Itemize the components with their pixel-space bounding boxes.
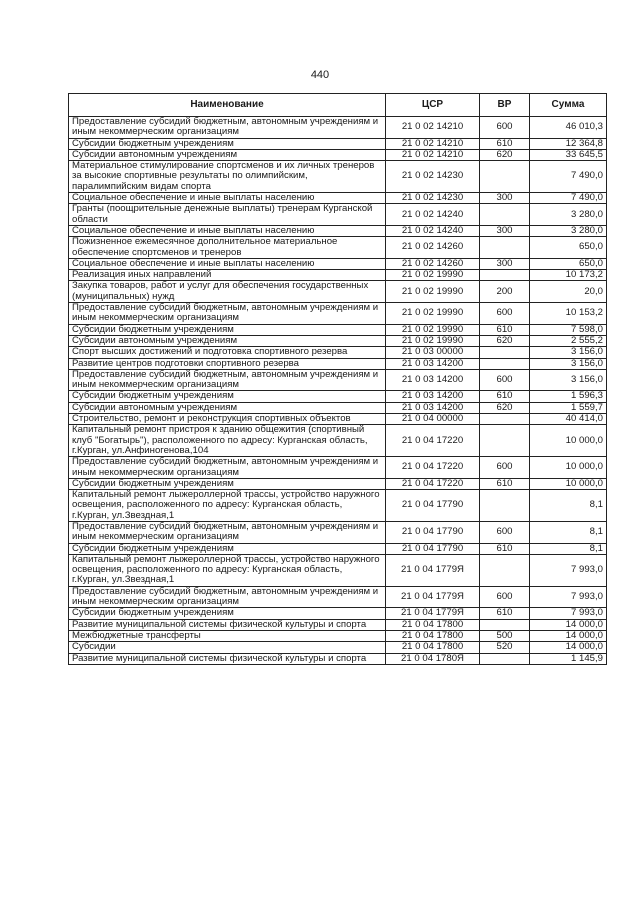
vr-cell: 610: [480, 543, 530, 554]
table-row: [69, 554, 607, 586]
vr-cell: [480, 425, 530, 457]
csr-cell: 21 0 04 17800: [386, 630, 480, 641]
sum-cell: 7 490,0: [530, 193, 607, 204]
csr-cell: 21 0 02 14230: [386, 161, 480, 193]
vr-cell: [480, 619, 530, 630]
csr-cell: 21 0 03 14200: [386, 358, 480, 369]
name-cell: Реализация иных направлений: [69, 270, 386, 281]
name-cell: Капитальный ремонт лыжероллерной трассы, устройство наружного освещения, расположенного по адресу: Курганская область, г.Курган, ул.Звездная,1: [69, 554, 386, 586]
table-row: [69, 270, 607, 281]
csr-cell: 21 0 04 17220: [386, 425, 480, 457]
name-cell: Субсидии бюджетным учреждениям: [69, 391, 386, 402]
sum-cell: 46 010,3: [530, 117, 607, 139]
name-cell: Субсидии: [69, 642, 386, 653]
table-body: [69, 117, 607, 665]
name-cell: Социальное обеспечение и иные выплаты населению: [69, 193, 386, 204]
sum-cell: 12 364,8: [530, 138, 607, 149]
name-cell: Социальное обеспечение и иные выплаты населению: [69, 225, 386, 236]
csr-cell: 21 0 03 14200: [386, 402, 480, 413]
name-cell: Субсидии бюджетным учреждениям: [69, 324, 386, 335]
csr-cell: 21 0 04 17790: [386, 521, 480, 543]
name-cell: Субсидии автономным учреждениям: [69, 335, 386, 346]
vr-cell: 600: [480, 457, 530, 479]
page-number: 440: [310, 69, 330, 81]
csr-cell: 21 0 02 14240: [386, 225, 480, 236]
table-row: [69, 630, 607, 641]
sum-cell: 1 596,3: [530, 391, 607, 402]
sum-cell: 10 153,2: [530, 303, 607, 325]
header-vr: ВР: [480, 94, 530, 117]
vr-cell: 610: [480, 324, 530, 335]
table-row: [69, 193, 607, 204]
table-row: [69, 347, 607, 358]
name-cell: Развитие муниципальной системы физической культуры и спорта: [69, 653, 386, 664]
csr-cell: 21 0 04 1779Я: [386, 586, 480, 608]
sum-cell: 10 173,2: [530, 270, 607, 281]
table-row: [69, 149, 607, 160]
csr-cell: 21 0 04 17220: [386, 457, 480, 479]
name-cell: Развитие центров подготовки спортивного резерва: [69, 358, 386, 369]
csr-cell: 21 0 02 14260: [386, 258, 480, 269]
table-row: [69, 608, 607, 619]
name-cell: Предоставление субсидий бюджетным, автономным учреждениям и иным некоммерческим организациям: [69, 586, 386, 608]
csr-cell: 21 0 02 14230: [386, 193, 480, 204]
name-cell: Пожизненное ежемесячное дополнительное материальное обеспечение спортсменов и тренеров: [69, 237, 386, 259]
name-cell: Развитие муниципальной системы физической культуры и спорта: [69, 619, 386, 630]
sum-cell: 7 490,0: [530, 161, 607, 193]
vr-cell: 200: [480, 281, 530, 303]
sum-cell: 3 280,0: [530, 204, 607, 226]
header-sum: Сумма: [530, 94, 607, 117]
csr-cell: 21 0 04 17220: [386, 478, 480, 489]
vr-cell: [480, 653, 530, 664]
sum-cell: 650,0: [530, 237, 607, 259]
sum-cell: 7 598,0: [530, 324, 607, 335]
vr-cell: [480, 347, 530, 358]
vr-cell: [480, 554, 530, 586]
sum-cell: 14 000,0: [530, 630, 607, 641]
name-cell: Предоставление субсидий бюджетным, автономным учреждениям и иным некоммерческим организациям: [69, 303, 386, 325]
sum-cell: 1 145,9: [530, 653, 607, 664]
sum-cell: 3 280,0: [530, 225, 607, 236]
name-cell: Социальное обеспечение и иные выплаты населению: [69, 258, 386, 269]
budget-table: [68, 93, 607, 665]
table-row: [69, 258, 607, 269]
table-row: [69, 425, 607, 457]
name-cell: Предоставление субсидий бюджетным, автономным учреждениям и иным некоммерческим организациям: [69, 369, 386, 391]
table-row: [69, 478, 607, 489]
sum-cell: 10 000,0: [530, 425, 607, 457]
vr-cell: 300: [480, 193, 530, 204]
vr-cell: 600: [480, 586, 530, 608]
sum-cell: 10 000,0: [530, 478, 607, 489]
name-cell: Субсидии бюджетным учреждениям: [69, 608, 386, 619]
sum-cell: 10 000,0: [530, 457, 607, 479]
csr-cell: 21 0 02 19990: [386, 270, 480, 281]
name-cell: Закупка товаров, работ и услуг для обеспечения государственных (муниципальных) нужд: [69, 281, 386, 303]
table-row: [69, 225, 607, 236]
vr-cell: 520: [480, 642, 530, 653]
table-row: [69, 457, 607, 479]
csr-cell: 21 0 03 14200: [386, 369, 480, 391]
vr-cell: 600: [480, 521, 530, 543]
csr-cell: 21 0 04 17800: [386, 642, 480, 653]
csr-cell: 21 0 04 17800: [386, 619, 480, 630]
vr-cell: 300: [480, 225, 530, 236]
csr-cell: 21 0 02 14240: [386, 204, 480, 226]
table-row: [69, 161, 607, 193]
csr-cell: 21 0 02 14210: [386, 149, 480, 160]
sum-cell: 14 000,0: [530, 642, 607, 653]
sum-cell: 8,1: [530, 543, 607, 554]
name-cell: Гранты (поощрительные денежные выплаты) тренерам Курганской области: [69, 204, 386, 226]
sum-cell: 7 993,0: [530, 608, 607, 619]
csr-cell: 21 0 04 17790: [386, 490, 480, 522]
table-row: [69, 303, 607, 325]
sum-cell: 3 156,0: [530, 369, 607, 391]
header-name: Наименование: [69, 94, 386, 117]
csr-cell: 21 0 02 19990: [386, 303, 480, 325]
table-row: [69, 369, 607, 391]
sum-cell: 33 645,5: [530, 149, 607, 160]
vr-cell: 610: [480, 391, 530, 402]
vr-cell: 610: [480, 138, 530, 149]
table-row: [69, 204, 607, 226]
name-cell: Строительство, ремонт и реконструкция спортивных объектов: [69, 414, 386, 425]
table-row: [69, 521, 607, 543]
csr-cell: 21 0 04 1779Я: [386, 554, 480, 586]
csr-cell: 21 0 02 14210: [386, 138, 480, 149]
sum-cell: 1 559,7: [530, 402, 607, 413]
table-row: [69, 543, 607, 554]
vr-cell: 600: [480, 117, 530, 139]
table-row: [69, 414, 607, 425]
name-cell: Субсидии бюджетным учреждениям: [69, 138, 386, 149]
vr-cell: 620: [480, 402, 530, 413]
name-cell: Субсидии бюджетным учреждениям: [69, 543, 386, 554]
sum-cell: 3 156,0: [530, 347, 607, 358]
table-row: [69, 237, 607, 259]
vr-cell: [480, 414, 530, 425]
csr-cell: 21 0 04 1779Я: [386, 608, 480, 619]
sum-cell: 20,0: [530, 281, 607, 303]
csr-cell: 21 0 02 19990: [386, 335, 480, 346]
vr-cell: 610: [480, 608, 530, 619]
table-row: [69, 117, 607, 139]
vr-cell: [480, 161, 530, 193]
table-row: [69, 402, 607, 413]
sum-cell: 40 414,0: [530, 414, 607, 425]
sum-cell: 7 993,0: [530, 586, 607, 608]
csr-cell: 21 0 02 19990: [386, 281, 480, 303]
vr-cell: 600: [480, 369, 530, 391]
table-header-row: [69, 94, 607, 117]
name-cell: Предоставление субсидий бюджетным, автономным учреждениям и иным некоммерческим организациям: [69, 457, 386, 479]
vr-cell: 620: [480, 149, 530, 160]
csr-cell: 21 0 03 00000: [386, 347, 480, 358]
name-cell: Субсидии бюджетным учреждениям: [69, 478, 386, 489]
sum-cell: 8,1: [530, 490, 607, 522]
name-cell: Капитальный ремонт пристроя к зданию общежития (спортивный клуб "Богатырь"), расположенного по адресу: Курганская область, г.Курган, ул.Анфиногенова,104: [69, 425, 386, 457]
name-cell: Предоставление субсидий бюджетным, автономным учреждениям и иным некоммерческим организациям: [69, 117, 386, 139]
csr-cell: 21 0 03 14200: [386, 391, 480, 402]
csr-cell: 21 0 02 14260: [386, 237, 480, 259]
vr-cell: 620: [480, 335, 530, 346]
csr-cell: 21 0 04 00000: [386, 414, 480, 425]
vr-cell: 500: [480, 630, 530, 641]
vr-cell: [480, 237, 530, 259]
header-csr: ЦСР: [386, 94, 480, 117]
table-row: [69, 619, 607, 630]
name-cell: Субсидии автономным учреждениям: [69, 149, 386, 160]
name-cell: Материальное стимулирование спортсменов и их личных тренеров за высокие спортивные результаты по олимпийским, паралимпийским видам спорта: [69, 161, 386, 193]
vr-cell: 300: [480, 258, 530, 269]
table-row: [69, 138, 607, 149]
table-row: [69, 324, 607, 335]
vr-cell: [480, 270, 530, 281]
table-row: [69, 335, 607, 346]
name-cell: Предоставление субсидий бюджетным, автономным учреждениям и иным некоммерческим организациям: [69, 521, 386, 543]
table-row: [69, 653, 607, 664]
table-row: [69, 281, 607, 303]
table-row: [69, 391, 607, 402]
csr-cell: 21 0 02 14210: [386, 117, 480, 139]
table-row: [69, 642, 607, 653]
name-cell: Спорт высших достижений и подготовка спортивного резерва: [69, 347, 386, 358]
csr-cell: 21 0 04 17790: [386, 543, 480, 554]
vr-cell: [480, 204, 530, 226]
table-row: [69, 490, 607, 522]
sum-cell: 14 000,0: [530, 619, 607, 630]
name-cell: Субсидии автономным учреждениям: [69, 402, 386, 413]
sum-cell: 7 993,0: [530, 554, 607, 586]
sum-cell: 8,1: [530, 521, 607, 543]
vr-cell: [480, 358, 530, 369]
table-row: [69, 358, 607, 369]
sum-cell: 3 156,0: [530, 358, 607, 369]
vr-cell: 610: [480, 478, 530, 489]
name-cell: Капитальный ремонт лыжероллерной трассы, устройство наружного освещения, расположенного по адресу: Курганская область, г.Курган, ул.Звездная,1: [69, 490, 386, 522]
sum-cell: 650,0: [530, 258, 607, 269]
vr-cell: 600: [480, 303, 530, 325]
vr-cell: [480, 490, 530, 522]
csr-cell: 21 0 04 1780Я: [386, 653, 480, 664]
table-row: [69, 586, 607, 608]
sum-cell: 2 555,2: [530, 335, 607, 346]
name-cell: Межбюджетные трансферты: [69, 630, 386, 641]
csr-cell: 21 0 02 19990: [386, 324, 480, 335]
